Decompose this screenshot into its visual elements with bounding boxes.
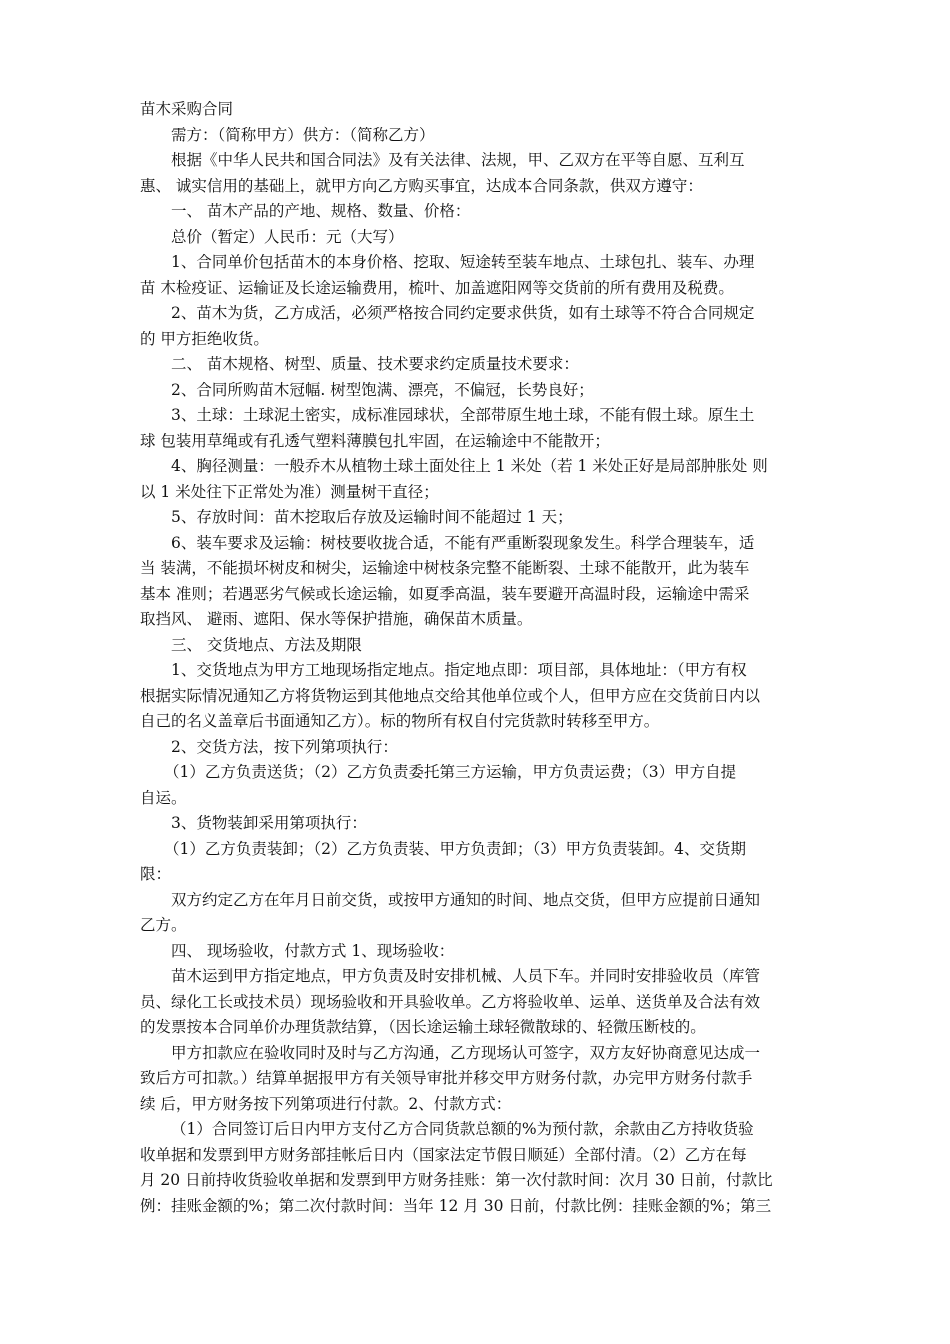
paragraph-line: 2、苗木为货，乙方成活，必须严格按合同约定要求供货，如有土球等不符合合同规定 xyxy=(171,304,755,322)
section-heading: 三、 交货地点、方法及期限 xyxy=(171,635,362,654)
paragraph-line: 员、绿化工长或技术员）现场验收和开具验收单。乙方将验收单、运单、送货单及合法有效 xyxy=(140,992,761,1011)
paragraph-line: 双方约定乙方在年月日前交货，或按甲方通知的时间、地点交货，但甲方应提前日通知 xyxy=(171,890,761,909)
document-title: 苗木采购合同 xyxy=(140,100,234,118)
paragraph-line: 5、存放时间：苗木挖取后存放及运输时间不能超过 1 天； xyxy=(171,508,573,526)
paragraph-line: （1）乙方负责送货；（2）乙方负责委托第三方运输，甲方负责运费；（3）甲方自提 xyxy=(164,763,737,781)
paragraph-line: 甲方扣款应在验收同时及时与乙方沟通，乙方现场认可签字，双方友好协商意见达成一 xyxy=(171,1043,761,1062)
paragraph-line: 苗 木检疫证、运输证及长途运输费用，梳叶、加盖遮阳网等交货前的所有费用及税费。 xyxy=(140,278,734,297)
paragraph-line: 4、胸径测量：一般乔木从植物土球土面处往上 1 米处（若 1 米处正好是局部肿胀处 则 xyxy=(171,457,768,475)
contract-page xyxy=(140,97,826,1219)
paragraph-line: 续 后，甲方财务按下列第项进行付款。2、付款方式： xyxy=(140,1094,512,1113)
paragraph-line: 2、交货方法，按下列第项执行： xyxy=(171,737,398,756)
section-heading: 二、 苗木规格、树型、质量、技术要求约定质量技术要求： xyxy=(171,355,579,373)
paragraph-line: 乙方。 xyxy=(140,916,187,934)
paragraph-line: 1、交货地点为甲方工地现场指定地点。指定地点即：项目部，具体地址：（甲方有权 xyxy=(171,661,747,679)
paragraph-line: 3、货物装卸采用第项执行： xyxy=(171,814,367,832)
paragraph-line: 致后方可扣款。）结算单据报甲方有关领导审批并移交甲方财务付款，办完甲方财务付款手 xyxy=(140,1069,753,1087)
paragraph-line: 收单据和发票到甲方财务部挂帐后日内（国家法定节假日顺延）全部付清。（2）乙方在每 xyxy=(140,1145,747,1164)
paragraph-line: 总价（暂定）人民币：元（大写） xyxy=(171,227,404,246)
paragraph-line: 例：挂账金额的%；第二次付款时间：当年 12 月 30 日前，付款比例：挂账金额的%；第三 xyxy=(140,1196,772,1215)
paragraph-line: 月 20 日前持收货验收单据和发票到甲方财务挂账：第一次付款时间：次月 30 日前，付款比 xyxy=(140,1171,773,1189)
paragraph-line: 当 装满，不能损坏树皮和树尖，运输途中树枝条完整不能断裂、土球不能散开，此为装车 xyxy=(140,559,750,577)
section-heading: 四、 现场验收，付款方式 1、现场验收： xyxy=(171,941,455,960)
paragraph-line: 的发票按本合同单价办理货款结算，（因长途运输土球轻微散球的、轻微压断枝的。 xyxy=(140,1018,706,1036)
paragraph-line: 的 甲方拒绝收货。 xyxy=(140,329,269,348)
section-heading: 一、 苗木产品的产地、规格、数量、价格： xyxy=(171,202,471,220)
paragraph-line: 1、合同单价包括苗木的本身价格、挖取、短途转至装车地点、土球包扎、装车、办理 xyxy=(171,253,755,271)
paragraph-line: 惠、 诚实信用的基础上，就甲方向乙方购买事宜，达成本合同条款，供双方遵守： xyxy=(140,176,703,195)
paragraph-line: 取挡风、 避雨、遮阳、保水等保护措施，确保苗木质量。 xyxy=(140,610,533,628)
paragraph-line: 3、土球：土球泥土密实，成标准园球状，全部带原生地土球，不能有假土球。原生土 xyxy=(171,406,755,424)
paragraph-line: 根据实际情况通知乙方将货物运到其他地点交给其他单位或个人，但甲方应在交货前日内以 xyxy=(140,686,761,705)
paragraph-line: 以 1 米处往下正常处为准）测量树干直径； xyxy=(140,482,439,501)
paragraph-line: 根据《中华人民共和国合同法》及有关法律、法规，甲、乙双方在平等自愿、互利互 xyxy=(171,151,745,169)
paragraph-line: 球 包装用草绳或有孔透气塑料薄膜包扎牢固，在运输途中不能散开； xyxy=(140,431,610,450)
paragraph-line: （1）合同签订后日内甲方支付乙方合同货款总额的%为预付款，余款由乙方持收货验 xyxy=(171,1120,754,1138)
paragraph-line: 自运。 xyxy=(140,788,187,807)
paragraph-line: 基本 准则；若遇恶劣气候或长途运输，如夏季高温，装车要避开高温时段，运输途中需采 xyxy=(140,584,750,603)
paragraph-line: 限： xyxy=(140,865,172,883)
party-line: 需方：（简称甲方）供方：（简称乙方） xyxy=(171,125,435,144)
paragraph-line: 2、合同所购苗木冠幅. 树型饱满、漂亮，不偏冠，长势良好； xyxy=(171,380,594,399)
paragraph-line: 苗木运到甲方指定地点，甲方负责及时安排机械、人员下车。并同时安排验收员（库管 xyxy=(171,967,761,985)
paragraph-line: 自己的名义盖章后书面通知乙方）。标的物所有权自付完货款时转移至甲方。 xyxy=(140,712,660,730)
paragraph-line: 6、装车要求及运输：树枝要收拢合适，不能有严重断裂现象发生。科学合理装车，适 xyxy=(171,533,755,552)
paragraph-line: （1）乙方负责装卸；（2）乙方负责装、甲方负责卸；（3）甲方负责装卸。4、交货期 xyxy=(164,839,746,858)
